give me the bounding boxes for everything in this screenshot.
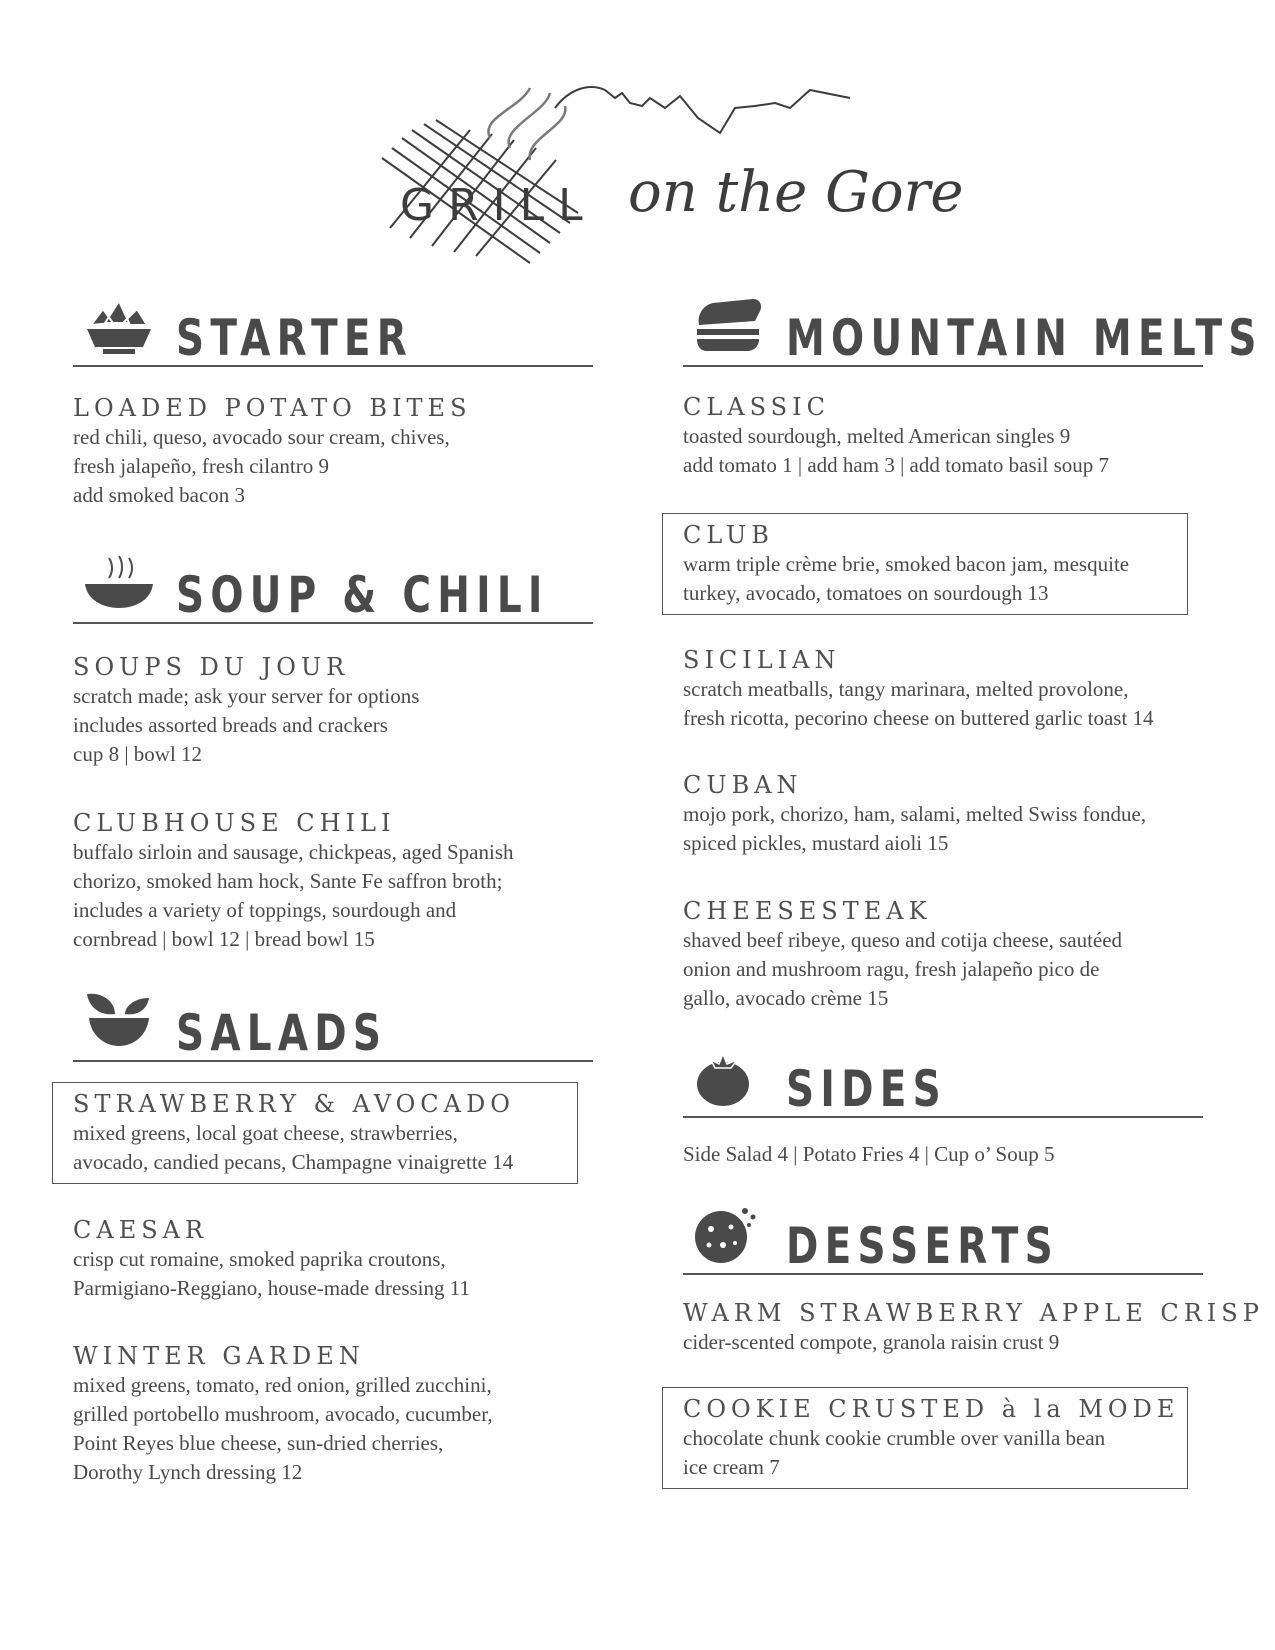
item-description: shaved beef ribeye, queso and cotija cheese, sautéed onion and mushroom ragu, fresh jalapeño pico de gallo, avocado crème 15 [683,928,1123,1010]
tomato-icon [693,1046,765,1108]
item-name: CLUB [683,521,774,549]
item-name: CUBAN [683,771,803,799]
menu-item-featured [662,513,1188,615]
brand-word: GRILL [400,180,597,231]
menu-item [73,808,613,954]
item-name: SOUPS DU JOUR [73,653,350,681]
item-name: SICILIAN [683,646,841,674]
item-description: toasted sourdough, melted American singles 9 add tomato 1 | add ham 3 | add tomato basil soup 7 [683,424,1110,477]
item-name: CHEESESTEAK [683,897,932,925]
item-name: STRAWBERRY & AVOCADO [73,1090,515,1118]
item-description: cider-scented compote, granola raisin crust 9 [683,1330,1060,1354]
item-name: CLUBHOUSE CHILI [73,809,396,837]
item-description: mixed greens, local goat cheese, strawberries, avocado, candied pecans, Champagne vinaigrette 14 [73,1121,514,1174]
section-soup-header [73,532,593,624]
salad-bowl-icon [83,990,155,1052]
section-melts-header [683,275,1263,367]
item-description: warm triple crème brie, smoked bacon jam, mesquite turkey, avocado, tomatoes on sourdough 13 [683,552,1130,605]
nachos-bowl-icon [83,295,155,357]
item-description: scratch made; ask your server for options includes assorted breads and crackers cup 8 | bowl 12 [73,684,420,766]
item-description: crisp cut romaine, smoked paprika croutons, Parmigiano-Reggiano, house-made dressing 11 [73,1247,470,1300]
section-sides-title: SIDES [786,1060,947,1118]
section-salads-header [73,970,593,1062]
sides-list [683,1140,1223,1169]
section-desserts-header [683,1183,1203,1275]
menu-item-featured [662,1387,1188,1489]
item-name: WARM STRAWBERRY APPLE CRISP [683,1299,1264,1327]
menu-item [683,770,1223,858]
menu-item [73,393,613,510]
section-starter-header [73,275,593,367]
item-name: LOADED POTATO BITES [73,394,472,422]
steaming-bowl-icon [83,552,155,614]
menu-item [683,645,1223,733]
sandwich-icon [693,295,765,357]
sides-line: Side Salad 4 | Potato Fries 4 | Cup o’ Soup 5 [683,1142,1055,1166]
section-salads-title: SALADS [176,1004,388,1062]
menu-item [73,652,613,769]
menu-item-featured [52,1082,578,1184]
item-description: mojo pork, chorizo, ham, salami, melted Swiss fondue, spiced pickles, mustard aioli 15 [683,802,1147,855]
menu-item [73,1215,613,1303]
item-description: mixed greens, tomato, red onion, grilled zucchini, grilled portobello mushroom, avocado, cucumber, Point Reyes blue cheese, sun-dried cherries, Dorothy Lynch dressing 12 [73,1373,493,1484]
section-desserts-title: DESSERTS [786,1217,1059,1275]
item-name: WINTER GARDEN [73,1342,365,1370]
item-description: red chili, queso, avocado sour cream, chives, fresh jalapeño, fresh cilantro 9 add smoked bacon 3 [73,425,450,507]
item-description: scratch meatballs, tangy marinara, melted provolone, fresh ricotta, pecorino cheese on buttered garlic toast 14 [683,677,1154,730]
item-name: CLASSIC [683,393,830,421]
item-description: buffalo sirloin and sausage, chickpeas, aged Spanish chorizo, smoked ham hock, Sante Fe saffron broth; includes a variety of toppings, sourdough and cornbread | bowl 12 | bread bowl 15 [73,840,514,951]
menu-item [683,896,1223,1013]
cookie-icon [693,1203,765,1265]
item-description: chocolate chunk cookie crumble over vanilla bean ice cream 7 [683,1426,1106,1479]
section-sides-header [683,1026,1203,1118]
section-melts-title: MOUNTAIN MELTS [786,309,1263,367]
menu-item [73,1341,613,1487]
menu-item [683,392,1223,480]
brand-script: on the Gore [628,160,964,225]
section-soup-title: SOUP & CHILI [176,566,549,624]
section-starter-title: STARTER [176,309,414,367]
menu-item [683,1298,1264,1357]
item-name: COOKIE CRUSTED à la MODE [683,1395,1180,1423]
item-name: CAESAR [73,1216,209,1244]
